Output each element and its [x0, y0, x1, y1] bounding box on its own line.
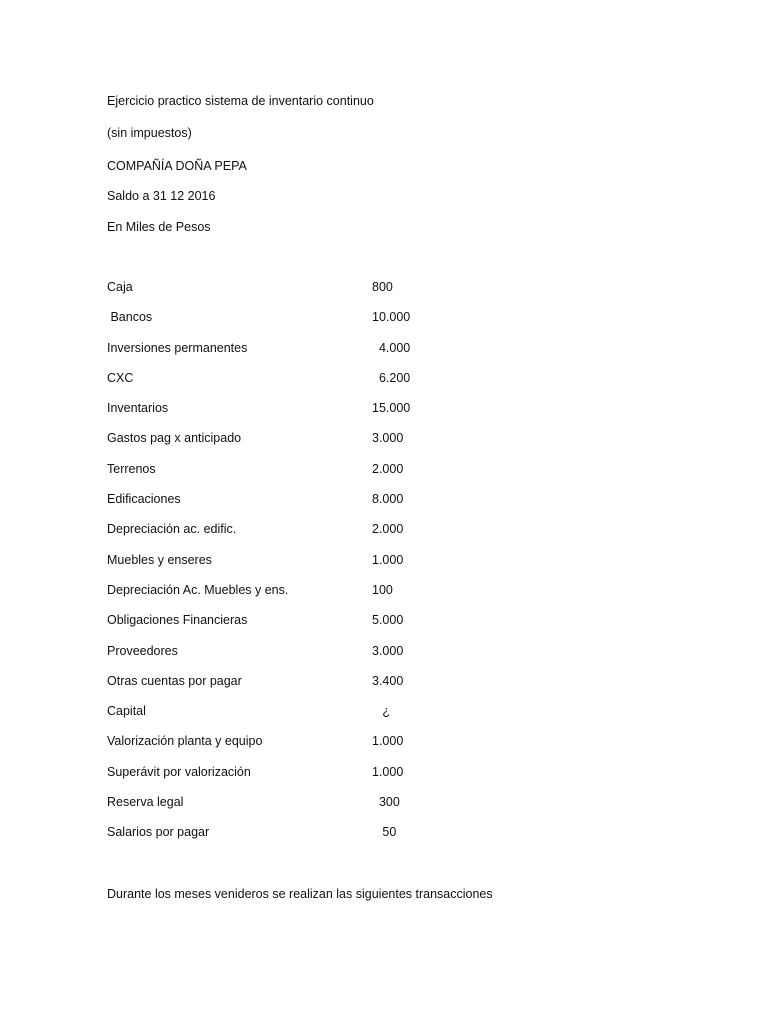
account-row [107, 824, 507, 854]
account-value: 5.000 [372, 613, 404, 628]
account-value: 10.000 [372, 310, 411, 325]
account-row [107, 612, 507, 642]
account-row [107, 673, 507, 703]
account-value: 6.200 [372, 370, 411, 385]
account-row [107, 764, 507, 794]
account-value: 2.000 [372, 522, 404, 537]
account-label: Muebles y enseres [107, 552, 212, 567]
account-label: Superávit por valorización [107, 764, 251, 779]
account-label: Caja [107, 280, 133, 294]
account-label: Gastos pag x anticipado [107, 431, 242, 446]
account-row [107, 430, 507, 460]
account-row [107, 461, 507, 491]
account-row [107, 794, 507, 824]
document-subtitle: (sin impuestos) [107, 126, 192, 140]
account-label: Inventarios [107, 401, 169, 416]
account-row [107, 733, 507, 763]
account-label: Capital [107, 704, 146, 719]
account-value: 1.000 [372, 764, 404, 779]
account-value: 8.000 [372, 492, 404, 507]
account-label: Reserva legal [107, 795, 184, 810]
account-label: Depreciación Ac. Muebles y ens. [107, 582, 289, 597]
account-value: 4.000 [372, 340, 411, 355]
account-value: 3.000 [372, 431, 404, 446]
account-value: 800 [372, 280, 393, 294]
account-label: Valorización planta y equipo [107, 734, 263, 749]
account-label: Proveedores [107, 643, 178, 658]
account-value: 50 [372, 825, 397, 840]
document-title: Ejercicio practico sistema de inventario continuo [107, 94, 374, 108]
account-value: 1.000 [372, 734, 404, 749]
account-label: Inversiones permanentes [107, 340, 248, 355]
account-row [107, 309, 507, 339]
balance-date: Saldo a 31 12 2016 [107, 189, 216, 203]
accounts-list [107, 279, 507, 855]
account-row [107, 370, 507, 400]
company-name: COMPAÑÍA DOÑA PEPA [107, 159, 247, 173]
account-row [107, 279, 507, 309]
account-label: Edificaciones [107, 492, 181, 507]
transactions-intro: Durante los meses venideros se realizan las siguientes transacciones [107, 887, 493, 901]
account-value: 2.000 [372, 461, 404, 476]
account-value: ¿ [372, 704, 391, 719]
account-label: Otras cuentas por pagar [107, 673, 242, 688]
account-label: Obligaciones Financieras [107, 613, 248, 628]
account-value: 15.000 [372, 401, 411, 416]
account-row [107, 340, 507, 370]
units-note: En Miles de Pesos [107, 220, 211, 234]
account-label: Salarios por pagar [107, 825, 210, 840]
account-row [107, 703, 507, 733]
account-value: 3.400 [372, 673, 404, 688]
account-row [107, 552, 507, 582]
account-row [107, 643, 507, 673]
account-value: 100 [372, 582, 393, 597]
account-row [107, 491, 507, 521]
account-label: Bancos [107, 310, 153, 325]
account-value: 300 [372, 795, 400, 810]
account-row [107, 521, 507, 551]
account-value: 1.000 [372, 552, 404, 567]
account-label: CXC [107, 370, 134, 385]
account-label: Depreciación ac. edific. [107, 522, 237, 537]
account-label: Terrenos [107, 461, 156, 476]
account-row [107, 400, 507, 430]
account-row [107, 582, 507, 612]
account-value: 3.000 [372, 643, 404, 658]
